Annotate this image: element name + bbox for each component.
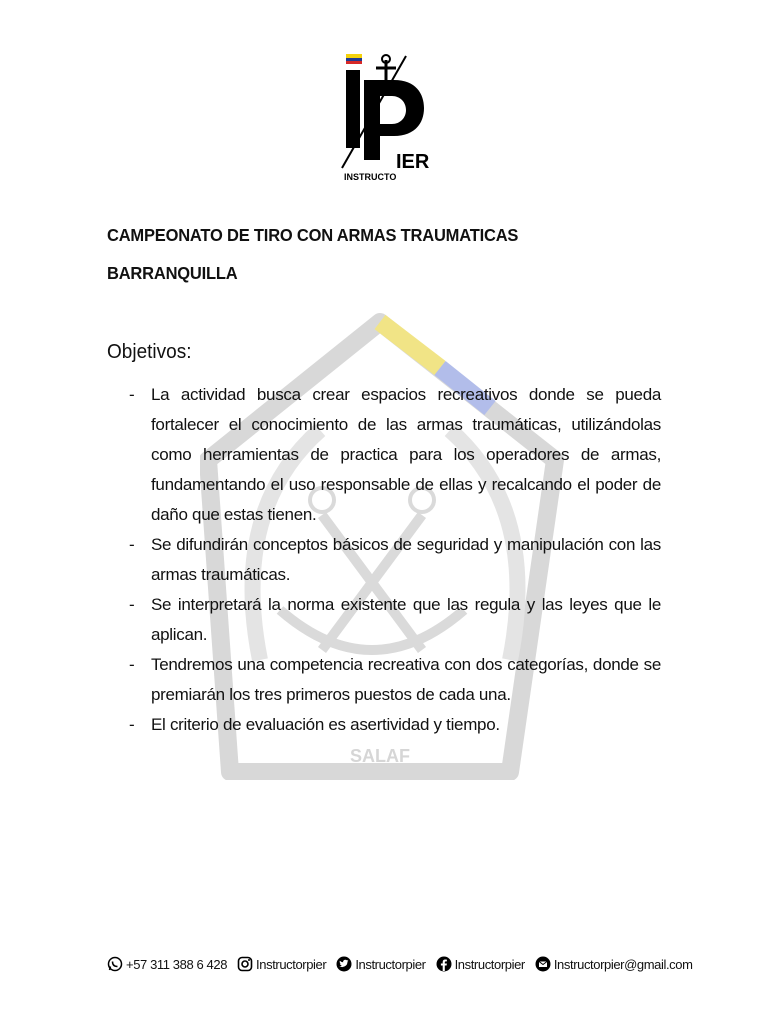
email-address: Instructorpier@gmail.com: [553, 956, 693, 972]
document-title: CAMPEONATO DE TIRO CON ARMAS TRAUMATICAS: [107, 226, 519, 246]
list-item: - El criterio de evaluación es asertividad y tiempo.: [125, 710, 661, 740]
list-item: - Se difundirán conceptos básicos de seguridad y manipulación con las armas traumáticas.: [125, 530, 661, 590]
instagram-contact: [237, 956, 326, 972]
objectives-list: [125, 380, 661, 740]
list-item: - Tendremos una competencia recreativa con dos categorías, donde se premiarán los tres primeros puestos de cada una.: [125, 650, 661, 710]
instructor-pier-logo: [338, 52, 434, 184]
svg-text:SALAF: SALAF: [350, 746, 410, 766]
whatsapp-icon: [107, 956, 123, 972]
svg-text:IER: IER: [396, 151, 430, 173]
email-icon: [535, 956, 551, 972]
instagram-icon: [237, 956, 253, 972]
twitter-icon: [336, 956, 352, 972]
whatsapp-contact: [107, 956, 227, 972]
email-contact: [535, 956, 693, 972]
phone-number: +57 311 388 6 428: [126, 956, 228, 972]
list-item: - Se interpretará la norma existente que las regula y las leyes que le aplican.: [125, 590, 661, 650]
facebook-handle: Instructorpier: [454, 956, 525, 972]
twitter-contact: [336, 956, 425, 972]
facebook-contact: [436, 956, 525, 972]
svg-text:INSTRUCTO: INSTRUCTO: [344, 172, 397, 182]
document-city: BARRANQUILLA: [107, 264, 238, 284]
facebook-icon: [436, 956, 452, 972]
contact-footer: [107, 956, 693, 972]
twitter-handle: Instructorpier: [355, 956, 426, 972]
list-item: - La actividad busca crear espacios recreativos donde se pueda fortalecer el conocimiento de las armas traumáticas, utilizándolas como herramientas de practica para los operadores de armas, fundamentando el uso responsable de ellas y recalcando el poder de daño que estas tienen.: [125, 380, 661, 530]
instagram-handle: Instructorpier: [256, 956, 327, 972]
objectives-heading: Objetivos:: [107, 341, 192, 364]
